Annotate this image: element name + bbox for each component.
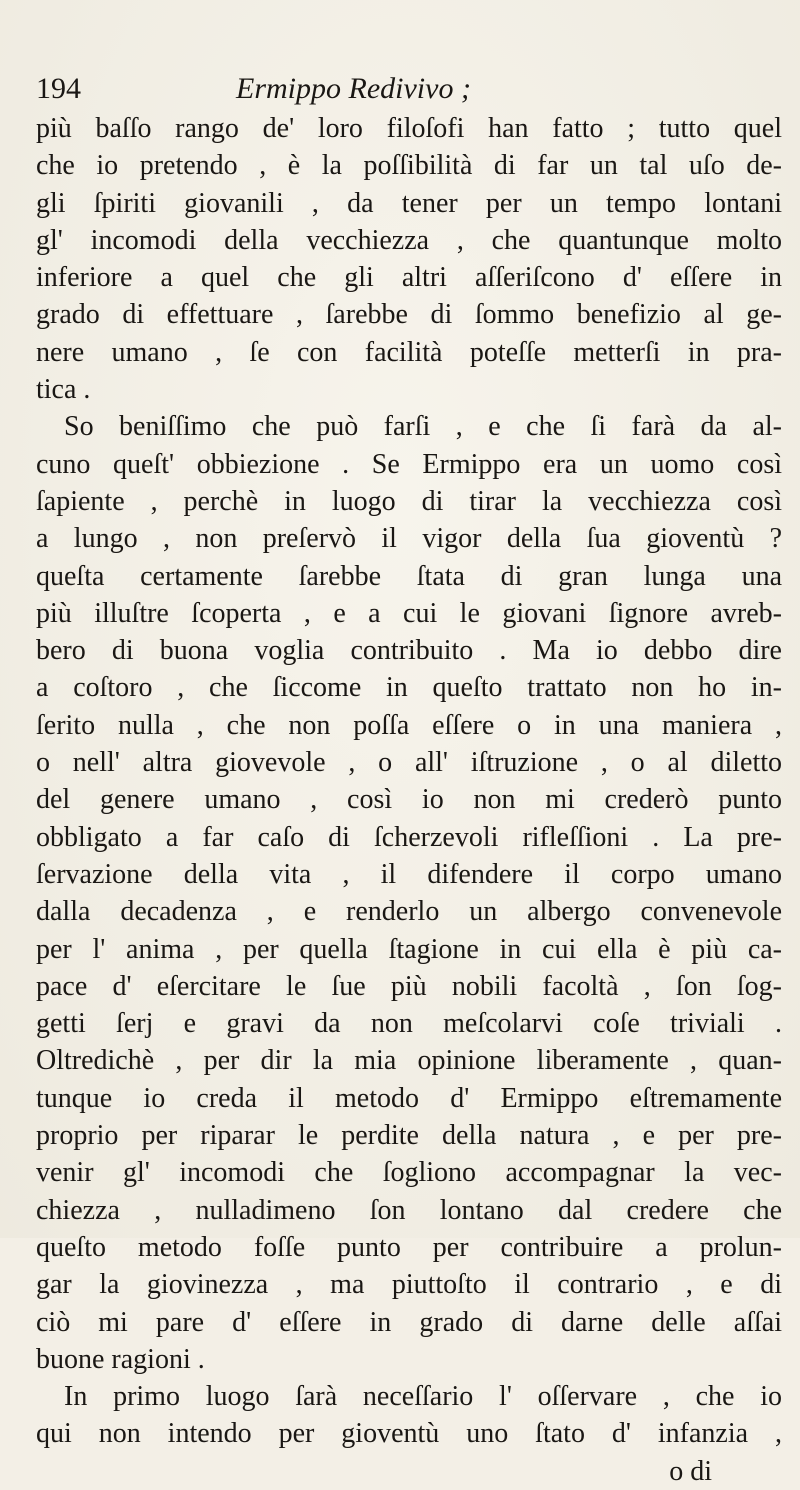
text-line: qui non intendo per gioventù uno ſtato d' infanzia , — [36, 1418, 782, 1450]
text-line: inferiore a quel che gli altri aſſeriſcono d' eſſere in — [36, 262, 782, 294]
page-header — [36, 72, 760, 112]
text-line: ſervazione della vita , il difendere il corpo umano — [36, 858, 782, 890]
text-line: più illuſtre ſcoperta , e a cui le giovani ſignore avreb- — [36, 597, 782, 629]
text-line: gli ſpiriti giovanili , da tener per un tempo lontani — [36, 187, 782, 219]
text-line: per l' anima , per quella ſtagione in cui ella è più ca- — [36, 933, 782, 965]
text-line: buone ragioni . — [36, 1343, 205, 1375]
text-line: tica . — [36, 374, 91, 406]
text-line: obbligato a far caſo di ſcherzevoli rifleſſioni . La pre- — [36, 821, 782, 853]
text-line: dalla decadenza , e renderlo un albergo convenevole — [36, 896, 782, 928]
text-line: o di — [669, 1455, 712, 1487]
text-line: venir gl' incomodi che ſogliono accompagnar la vec- — [36, 1157, 782, 1189]
page-number: 194 — [36, 72, 81, 105]
text-line: che io pretendo , è la poſſibilità di far un tal uſo de- — [36, 150, 782, 182]
running-title: Ermippo Redivivo ; — [236, 72, 471, 105]
text-line: ciò mi pare d' eſſere in grado di darne delle aſſai — [36, 1306, 782, 1338]
text-line: più baſſo rango de' loro filoſofi han fatto ; tutto quel — [36, 113, 782, 144]
text-line: In primo luogo ſarà neceſſario l' oſſervare , che io — [64, 1381, 782, 1413]
text-line: queſta certamente ſarebbe ſtata di gran lunga una — [36, 560, 782, 592]
text-line: proprio per riparar le perdite della natura , e per pre- — [36, 1120, 782, 1152]
text-line: ſerito nulla , che non poſſa eſſere o in una maniera , — [36, 709, 782, 741]
text-line: o nell' altra giovevole , o all' iſtruzione , o al diletto — [36, 747, 782, 779]
text-line: grado di effettuare , ſarebbe di ſommo benefizio al ge- — [36, 299, 782, 331]
text-line: bero di buona voglia contribuito . Ma io debbo dire — [36, 635, 782, 667]
text-line: gar la giovinezza , ma piuttoſto il contrario , e di — [36, 1269, 782, 1301]
text-line: pace d' eſercitare le ſue più nobili facoltà , ſon ſog- — [36, 970, 782, 1002]
text-line: gl' incomodi della vecchiezza , che quantunque molto — [36, 224, 782, 256]
text-line: getti ſerj e gravi da non meſcolarvi coſe triviali . — [36, 1008, 782, 1040]
text-line: del genere umano , così io non mi crederò punto — [36, 784, 782, 816]
text-line: nere umano , ſe con facilità poteſſe metterſi in pra- — [36, 336, 782, 368]
text-line: Oltredichè , per dir la mia opinione liberamente , quan- — [36, 1045, 782, 1077]
body-text — [36, 110, 782, 1490]
text-line: So beniſſimo che può farſi , e che ſi farà da al- — [64, 411, 782, 443]
text-line: ſapiente , perchè in luogo di tirar la vecchiezza così — [36, 485, 782, 517]
text-line: tunque io creda il metodo d' Ermippo eſtremamente — [36, 1082, 782, 1114]
text-line: cuno queſt' obbiezione . Se Ermippo era un uomo così — [36, 448, 782, 480]
text-line: a lungo , non preſervò il vigor della ſua gioventù ? — [36, 523, 782, 555]
text-line: queſto metodo foſſe punto per contribuire a prolun- — [36, 1231, 782, 1263]
text-line: chiezza , nulladimeno ſon lontano dal credere che — [36, 1194, 782, 1226]
text-line: a coſtoro , che ſiccome in queſto trattato non ho in- — [36, 672, 782, 704]
